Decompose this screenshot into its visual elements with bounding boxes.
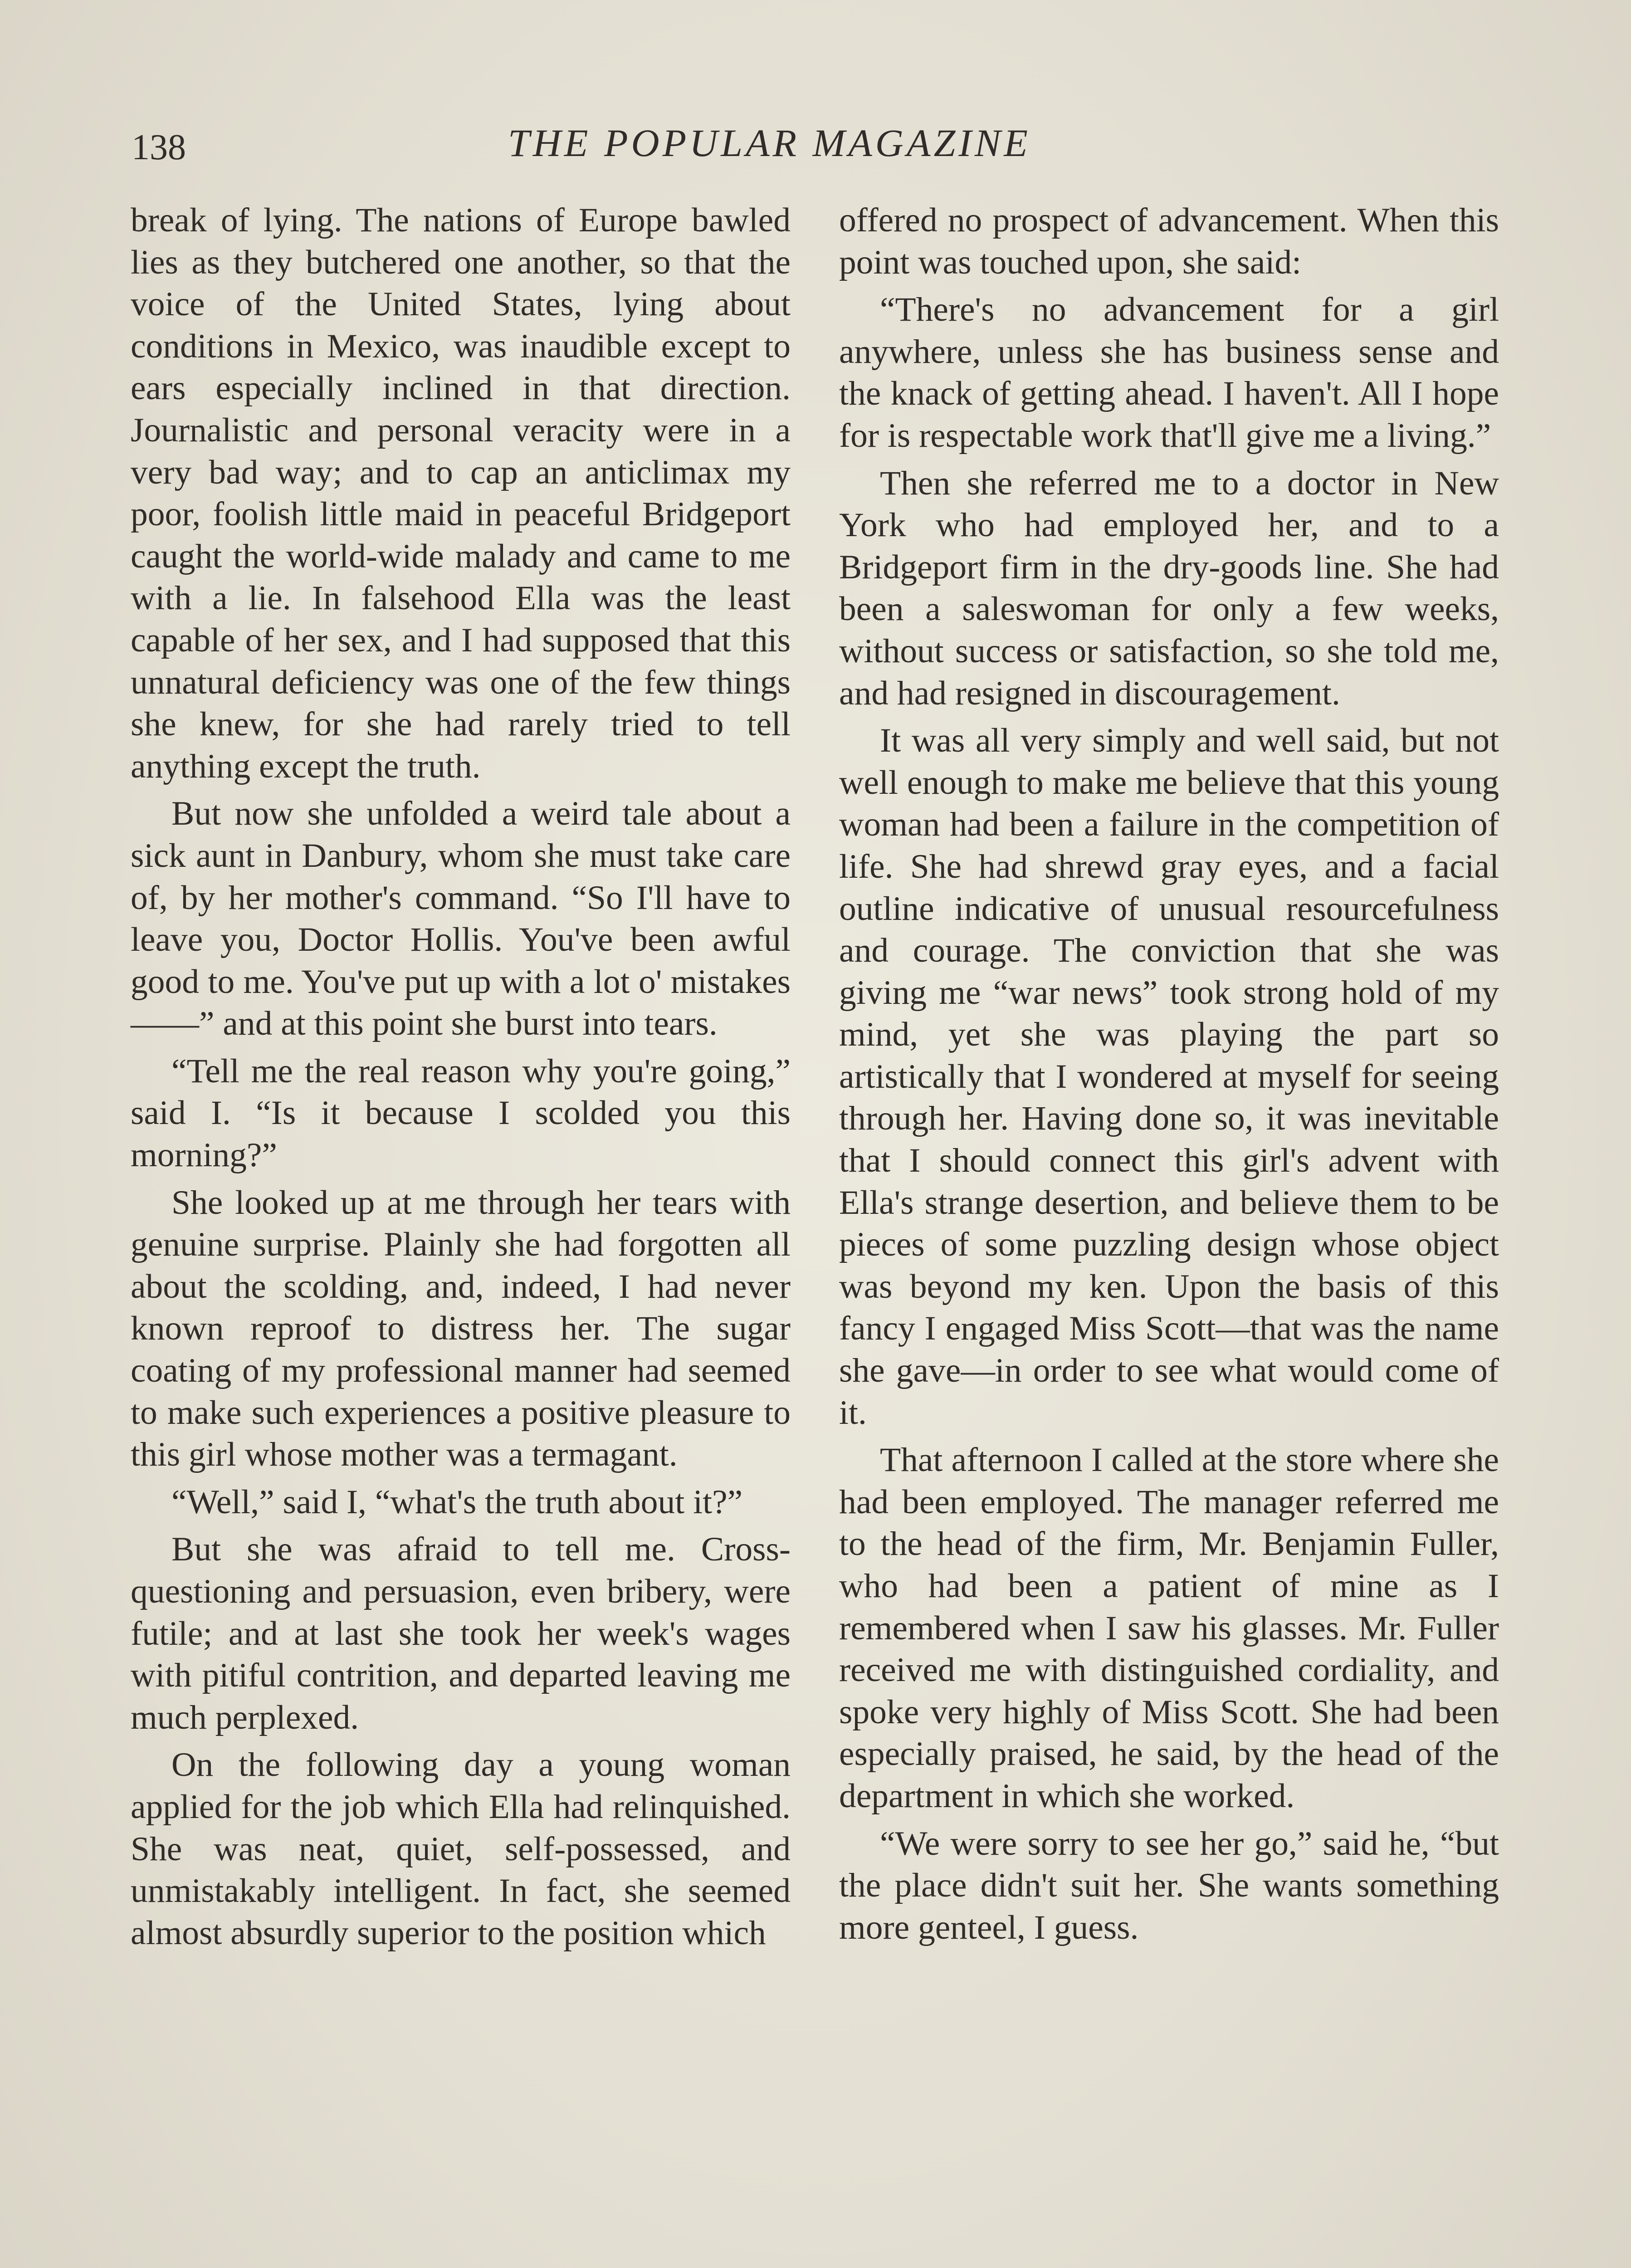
paragraph: offered no prospect of advancement. When this point was touched upon, she said:: [839, 201, 1499, 281]
paragraph: That afternoon I called at the store where she had been employed. The manager referred me to the head of the firm, Mr. Benjamin Fuller, who had been a patient of mine as I remembered when I saw his glasses. Mr. Fuller received me with distinguished cordiality, and spoke very highly of Miss Scott. She had been especially praised, he said, by the head of the department in which she worked.: [839, 1441, 1499, 1815]
paragraph: It was all very simply and well said, but not well enough to make me believe that this young woman had been a failure in the competition of life. She had shrewd gray eyes, and a facial outline indicative of unusual resourcefulness and courage. The conviction that she was giving me “war news” took strong hold of my mind, yet she was playing the part so artistically that I wondered at myself for seeing through her. Having done so, it was inevitable that I should connect this girl's advent with Ella's strange desertion, and believe them to be pieces of some puzzling design whose object was beyond my ken. Upon the basis of this fancy I engaged Miss Scott—that was the name she gave—in order to see what would come of it.: [839, 722, 1499, 1432]
paragraph: “Tell me the real reason why you're going,” said I. “Is it because I scolded you this morning?”: [131, 1052, 791, 1174]
running-title: THE POPULAR MAGAZINE: [508, 121, 1031, 165]
paragraph: “We were sorry to see her go,” said he, “but the place didn't suit her. She wants something more genteel, I guess.: [839, 1824, 1499, 1946]
paragraph: On the following day a young woman applied for the job which Ella had relinquished. She was neat, quiet, self-possessed, and unmistakably intelligent. In fact, she seemed almost absurdly superior to the position which: [131, 1746, 791, 1952]
paragraph: break of lying. The nations of Europe bawled lies as they butchered one another, so that the voice of the United States, lying about conditions in Mexico, was inaudible except to ears especially inclined in that direction. Journalistic and personal veracity were in a very bad way; and to cap an anticlimax my poor, foolish little maid in peaceful Bridgeport caught the world-wide malady and came to me with a lie. In falsehood Ella was the least capable of her sex, and I had supposed that this unnatural deficiency was one of the few things she knew, for she had rarely tried to tell anything except the truth.: [131, 201, 791, 785]
paragraph: But she was afraid to tell me. Cross-questioning and persuasion, even bribery, were futile; and at last she took her week's wages with pitiful contrition, and departed leaving me much perplexed.: [131, 1530, 791, 1736]
text-column-right: [839, 200, 1499, 1954]
paragraph: Then she referred me to a doctor in New York who had employed her, and to a Bridgeport firm in the dry-goods line. She had been a saleswoman for only a few weeks, without success or satisfaction, so she told me, and had resigned in discouragement.: [839, 464, 1499, 712]
paragraph: But now she unfolded a weird tale about a sick aunt in Danbury, whom she must take care of, by her mother's command. “So I'll have to leave you, Doctor Hollis. You've been awful good to me. You've put up with a lot o' mistakes——” and at this point she burst into tears.: [131, 795, 791, 1043]
paragraph: She looked up at me through her tears with genuine surprise. Plainly she had forgotten all about the scolding, and, indeed, I had never known reproof to distress her. The sugar coating of my professional manner had seemed to make such experiences a positive pleasure to this girl whose mother was a termagant.: [131, 1183, 791, 1474]
paragraph: “There's no advancement for a girl anywhere, unless she has business sense and the knack of getting ahead. I haven't. All I hope for is respectable work that'll give me a living.”: [839, 291, 1499, 455]
paragraph: “Well,” said I, “what's the truth about it?”: [171, 1483, 743, 1521]
text-column-left: [131, 200, 791, 1960]
page-number: 138: [132, 127, 186, 167]
